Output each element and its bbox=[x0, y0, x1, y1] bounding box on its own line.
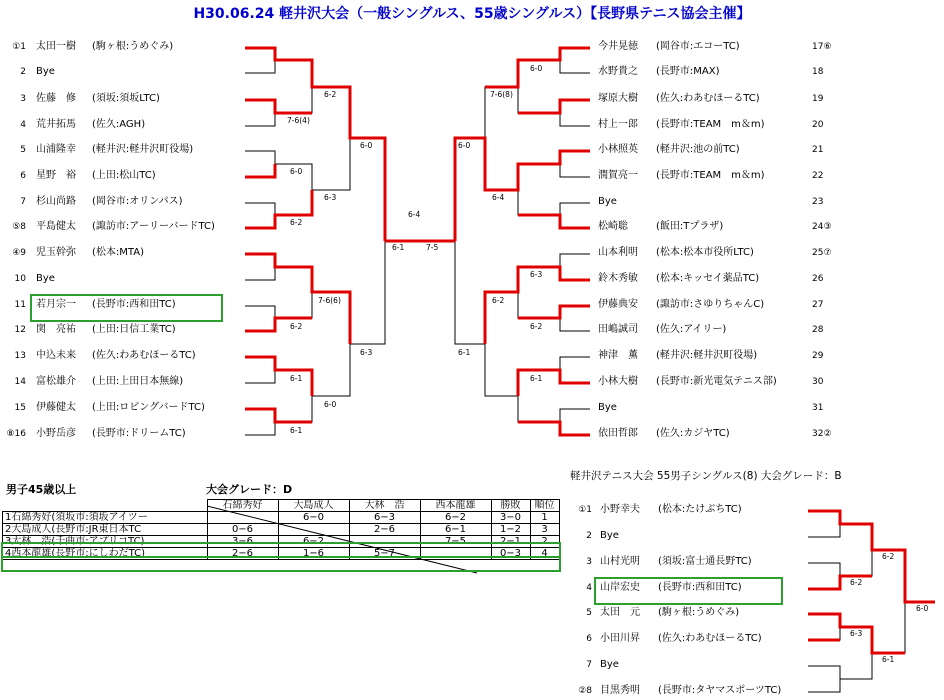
column-header: 順位 bbox=[530, 500, 559, 512]
score: 6-2 bbox=[290, 322, 303, 331]
player-club: (長野市:TEAM m＆m) bbox=[656, 170, 765, 181]
player-name: 児玉幹弥 bbox=[36, 247, 76, 258]
player-name: 富松雄介 bbox=[36, 376, 76, 387]
score: 6-1 bbox=[290, 374, 303, 383]
player-club: (飯田:Tプラザ) bbox=[656, 221, 724, 232]
score: 6-3 bbox=[324, 193, 337, 202]
seed-number: 3 bbox=[586, 557, 592, 567]
table-cell: 2−6 bbox=[207, 548, 278, 560]
table-cell: 1−6 bbox=[278, 548, 349, 560]
table-cell: 6−2 bbox=[278, 536, 349, 548]
player-name: 山村光明 bbox=[600, 556, 640, 567]
seed-number: 6 bbox=[586, 634, 592, 644]
player-club: (諏訪市:アーリーバードTC) bbox=[92, 221, 215, 232]
player-club: (岡谷市:エコーTC) bbox=[656, 41, 740, 52]
score: 7-6(6) bbox=[318, 296, 341, 305]
row-player: 大林 浩(千曲市:アプリコTC) bbox=[11, 536, 145, 547]
seed-number: 7 bbox=[20, 197, 26, 207]
table-cell: 0−3 bbox=[491, 548, 530, 560]
table-cell: 2−1 bbox=[491, 536, 530, 548]
seed-number: 22 bbox=[812, 171, 824, 181]
player-name: 松崎聡 bbox=[598, 221, 628, 232]
player-name: 塚原大樹 bbox=[598, 93, 638, 104]
player-name: Bye bbox=[36, 66, 55, 77]
seed-number: 26 bbox=[812, 274, 824, 284]
score: 6-2 bbox=[324, 90, 337, 99]
player-club: (長野市:MAX) bbox=[656, 66, 720, 77]
player-name: 小野岳彦 bbox=[36, 428, 76, 439]
score: 6-3 bbox=[850, 629, 863, 638]
player-club: (軽井沢:軽井沢町役場) bbox=[92, 144, 194, 155]
seed-number: ①1 bbox=[12, 42, 26, 52]
player-name: 依田哲郎 bbox=[598, 428, 638, 439]
column-header: 勝敗 bbox=[491, 500, 530, 512]
player-name: 小林大樹 bbox=[598, 376, 638, 387]
seed-number: 11 bbox=[14, 300, 26, 310]
score: 6-0 bbox=[530, 64, 543, 73]
player-name: 星野 裕 bbox=[36, 170, 76, 181]
score-final: 6-4 bbox=[408, 210, 421, 219]
player-club: (長野市:TEAM m＆m) bbox=[656, 119, 765, 130]
highlight-box bbox=[594, 577, 783, 605]
player-cell bbox=[3, 512, 208, 524]
seed-number: ⑧16 bbox=[6, 429, 26, 439]
seed-number: 7 bbox=[586, 660, 592, 670]
rr-title: 男子45歳以上 bbox=[6, 483, 77, 496]
player-club: (上田:上田日本無線) bbox=[92, 376, 184, 387]
player-name: 太田 元 bbox=[600, 607, 640, 618]
table-cell: 6−0 bbox=[278, 512, 349, 524]
player-club: (長野市:西和田TC) bbox=[92, 299, 176, 310]
score: 6-0 bbox=[360, 141, 373, 150]
player-name: 今井晃徳 bbox=[598, 41, 638, 52]
score: 6-1 bbox=[290, 426, 303, 435]
highlight-box bbox=[30, 294, 223, 322]
table-cell bbox=[207, 512, 278, 524]
score: 6-0 bbox=[324, 400, 337, 409]
seed-number: 4 bbox=[20, 120, 26, 130]
table-cell: 1 bbox=[530, 512, 559, 524]
row-player: 西本龍雄(長野市:にしわだTC) bbox=[11, 548, 146, 559]
seed-number: 10 bbox=[14, 274, 26, 284]
player-club: (長野市:タヤマスポーツTC) bbox=[658, 685, 782, 696]
table-cell: 6−3 bbox=[349, 512, 420, 524]
player-name: 山岸宏史 bbox=[600, 582, 640, 593]
row-number: 4 bbox=[5, 548, 12, 559]
seed-number: 25⑦ bbox=[812, 248, 832, 258]
player-cell bbox=[3, 524, 208, 536]
table-cell: 3 bbox=[530, 524, 559, 536]
seed-number: 4 bbox=[586, 583, 592, 593]
seed-number: ④9 bbox=[12, 248, 26, 258]
seed-number: 29 bbox=[812, 351, 824, 361]
player-club: (上田:ロビングバードTC) bbox=[92, 402, 205, 413]
score: 6-2 bbox=[882, 552, 895, 561]
table-cell: 0−6 bbox=[207, 524, 278, 536]
table-cell: 3−0 bbox=[491, 512, 530, 524]
player-club: (諏訪市:さゆりちゃんC) bbox=[656, 299, 765, 310]
score: 6-2 bbox=[530, 322, 543, 331]
player-name: 神津 薫 bbox=[598, 350, 638, 361]
table-cell: 7−5 bbox=[420, 536, 491, 548]
column-header: 大林 浩 bbox=[349, 500, 420, 512]
player-club: (長野市:新光電気テニス部) bbox=[656, 376, 777, 387]
score: 6-0 bbox=[458, 141, 471, 150]
seed-number: 20 bbox=[812, 120, 824, 130]
score: 7-6(8) bbox=[490, 90, 513, 99]
score-left-semi: 6-1 bbox=[392, 243, 405, 252]
player-name: Bye bbox=[598, 196, 617, 207]
player-name: 小林照英 bbox=[598, 144, 638, 155]
seed-number: 12 bbox=[14, 325, 26, 335]
player-club: (須坂:富士通長野TC) bbox=[658, 556, 752, 567]
player-club: (佐久:わあむほーるTC) bbox=[658, 633, 762, 644]
player-name: 小田川昇 bbox=[600, 633, 640, 644]
player-club: (駒ヶ根:うめぐみ) bbox=[658, 607, 740, 618]
seed-number: ①1 bbox=[578, 505, 592, 515]
page-title: H30.06.24 軽井沢大会（一般シングルス、55歳シングルス）【長野県テニス協会主催】 bbox=[193, 6, 751, 22]
score: 6-3 bbox=[360, 348, 373, 357]
seed-number: 30 bbox=[812, 377, 824, 387]
player-club: (佐久:アイリー) bbox=[656, 324, 727, 335]
player-name: 小野幸夫 bbox=[600, 504, 640, 515]
seed-number: 28 bbox=[812, 325, 824, 335]
seed-number: 13 bbox=[14, 351, 26, 361]
table-cell: 3−6 bbox=[207, 536, 278, 548]
player-name: 中込未来 bbox=[36, 350, 76, 361]
seed-number: ②8 bbox=[578, 686, 592, 696]
seed-number: 21 bbox=[812, 145, 824, 155]
player-name: 杉山尚路 bbox=[36, 196, 76, 207]
seed-number: 23 bbox=[812, 197, 824, 207]
player-name: Bye bbox=[600, 659, 619, 670]
player-name: 佐藤 修 bbox=[36, 93, 76, 104]
player-club: (長野市:西和田TC) bbox=[658, 582, 742, 593]
score: 6-0 bbox=[916, 604, 929, 613]
player-club: (佐久:わあむほーるTC) bbox=[92, 350, 196, 361]
player-club: (上田:日信工業TC) bbox=[92, 324, 176, 335]
player-club: (長野市:ドリームTC) bbox=[92, 428, 186, 439]
table-cell: 2−6 bbox=[349, 524, 420, 536]
player-name: 目黒秀明 bbox=[600, 685, 640, 696]
player-name: 鈴木秀敏 bbox=[598, 273, 638, 284]
player-name: Bye bbox=[600, 530, 619, 541]
score: 6-1 bbox=[530, 374, 543, 383]
row-number: 1 bbox=[5, 512, 12, 523]
player-club: (軽井沢:池の前TC) bbox=[656, 144, 740, 155]
player-club: (軽井沢:軽井沢町役場) bbox=[656, 350, 758, 361]
player-name: 水野貴之 bbox=[598, 66, 638, 77]
player-name: 伊藤健太 bbox=[36, 402, 76, 413]
seed-number: 27 bbox=[812, 300, 824, 310]
score: 6-4 bbox=[492, 193, 505, 202]
score: 6-0 bbox=[290, 167, 303, 176]
highlight-box bbox=[1, 556, 561, 572]
player-name: 村上一郎 bbox=[598, 119, 638, 130]
score: 7-6(4) bbox=[287, 116, 310, 125]
rr-grade: 大会グレード：D bbox=[206, 483, 293, 496]
table-row bbox=[3, 512, 560, 524]
seed-number: 31 bbox=[812, 403, 824, 413]
seed-number: 19 bbox=[812, 94, 824, 104]
seed-number: 15 bbox=[14, 403, 26, 413]
player-club: (佐久:AGH) bbox=[92, 119, 146, 130]
player-club: (佐久:わあむほーるTC) bbox=[656, 93, 760, 104]
score: 6-2 bbox=[492, 296, 505, 305]
score: 6-1 bbox=[882, 655, 895, 664]
row-number: 2 bbox=[5, 524, 12, 535]
seed-number: 14 bbox=[14, 377, 26, 387]
seed-number: 5 bbox=[586, 608, 592, 618]
player-club: (岡谷市:オリンパス) bbox=[92, 196, 183, 207]
player-name: 山本利明 bbox=[598, 247, 638, 258]
player-name: Bye bbox=[36, 273, 55, 284]
player-name: 田嶋誠司 bbox=[598, 324, 638, 335]
player-name: 平島健太 bbox=[36, 221, 76, 232]
seed-number: 24③ bbox=[812, 222, 832, 232]
player-name: 若月宗一 bbox=[36, 299, 76, 310]
score: 6-1 bbox=[458, 348, 471, 357]
column-header: 石綿秀好 bbox=[207, 500, 278, 512]
table-cell: 1−2 bbox=[491, 524, 530, 536]
player-club: (須坂:須坂LTC) bbox=[92, 93, 160, 104]
table-cell: 6−2 bbox=[420, 512, 491, 524]
table-cell: 5−7 bbox=[349, 548, 420, 560]
player-name: 山浦隆幸 bbox=[36, 144, 76, 155]
seed-number: 18 bbox=[812, 67, 824, 77]
player-name: 潤賀亮一 bbox=[598, 170, 638, 181]
score: 6-2 bbox=[850, 578, 863, 587]
table-row bbox=[3, 524, 560, 536]
seed-number: 5 bbox=[20, 145, 26, 155]
player-club: (上田:松山TC) bbox=[92, 170, 156, 181]
player-club: (松本:MTA) bbox=[92, 247, 144, 258]
row-player: 石綿秀好(須坂市:須坂アイツー bbox=[11, 512, 148, 523]
seed-number: 3 bbox=[20, 94, 26, 104]
seed-number: 2 bbox=[586, 531, 592, 541]
player-club: (松本:たけぶちTC) bbox=[658, 504, 742, 515]
player-club: (駒ヶ根:うめぐみ) bbox=[92, 41, 174, 52]
player-name: 太田一樹 bbox=[36, 41, 76, 52]
score: 6-2 bbox=[290, 218, 303, 227]
player-club: (佐久:カジヤTC) bbox=[656, 428, 730, 439]
player-club: (松本:松本市役所LTC) bbox=[656, 247, 754, 258]
column-header: 大島成人 bbox=[278, 500, 349, 512]
table-cell: 4 bbox=[530, 548, 559, 560]
player-name: 荒井拓馬 bbox=[36, 119, 76, 130]
player-club: (松本:キッセイ薬品TC) bbox=[656, 273, 760, 284]
row-player: 大島成人(長野市:JR東日本TC bbox=[11, 524, 142, 535]
seed-number: ⑤8 bbox=[12, 222, 26, 232]
player-name: 伊藤典安 bbox=[598, 299, 638, 310]
column-header: 西本龍雄 bbox=[420, 500, 491, 512]
table-header-row bbox=[3, 500, 560, 512]
b55-title: 軽井沢テニス大会 55男子シングルス(8) 大会グレード：B bbox=[570, 470, 842, 482]
table-cell bbox=[278, 524, 349, 536]
row-number: 3 bbox=[5, 536, 12, 547]
seed-number: 17⑥ bbox=[812, 42, 832, 52]
score-right-semi: 7-5 bbox=[426, 243, 439, 252]
seed-number: 6 bbox=[20, 171, 26, 181]
player-name: Bye bbox=[598, 402, 617, 413]
table-cell: 2 bbox=[530, 536, 559, 548]
score: 6-3 bbox=[530, 270, 543, 279]
seed-number: 2 bbox=[20, 67, 26, 77]
table-cell: 6−1 bbox=[420, 524, 491, 536]
player-name: 関 亮祐 bbox=[36, 324, 76, 335]
seed-number: 32② bbox=[812, 429, 832, 439]
